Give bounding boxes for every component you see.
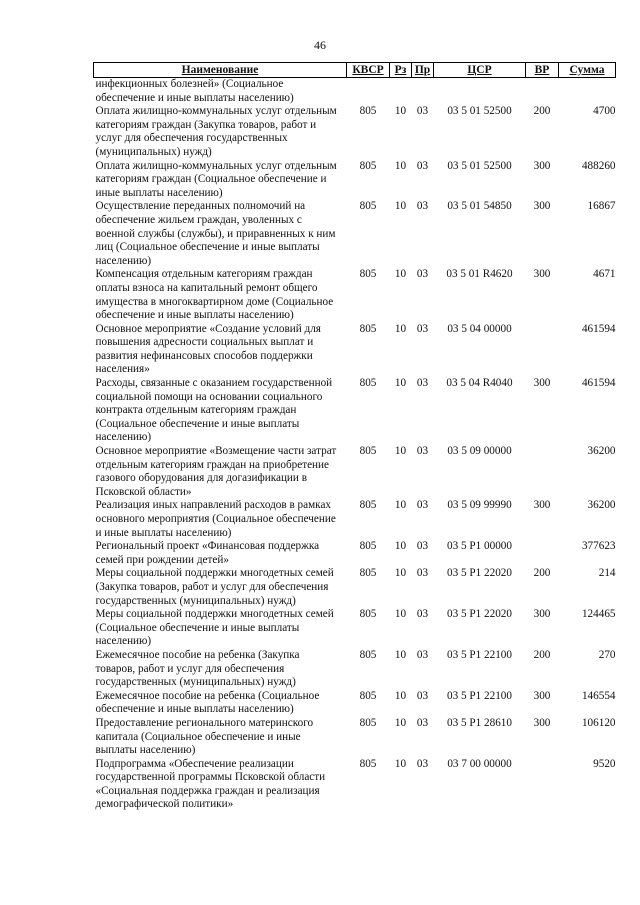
row-sum-cell: 36200 <box>587 499 616 512</box>
row-name-cell: Основное мероприятие «Возмещение части затрат отдельным категориям граждан на приобретение газового оборудования для догазификации в Псковской области» <box>95 445 337 498</box>
row-rz-cell: 10 <box>394 540 407 553</box>
row-rz-cell <box>390 78 412 106</box>
row-kvsr-cell: 805 <box>359 377 377 390</box>
table-row <box>94 540 616 567</box>
row-vr-cell: 300 <box>533 268 551 281</box>
row-pr-cell: 03 <box>416 757 429 770</box>
row-name-cell: Ежемесячное пособие на ребенка (Социальное обеспечение и иные выплаты населению) <box>95 689 320 716</box>
row-vr-cell: 200 <box>533 567 551 580</box>
row-pr-cell: 03 <box>416 322 429 335</box>
row-csr-cell: 03 5 01 52500 <box>447 159 512 172</box>
table-header-row <box>94 63 616 78</box>
row-pr-cell: 03 <box>416 200 429 213</box>
table-row <box>94 377 616 445</box>
row-rz-cell: 10 <box>394 322 407 335</box>
row-vr-cell: 300 <box>533 689 551 702</box>
row-name-cell: Подпрограмма «Обеспечение реализации государственной программы Псковской области «Социальная поддержка граждан и реализация демографической политики» <box>95 757 326 811</box>
row-vr-cell: 300 <box>533 499 551 512</box>
row-name-cell: Региональный проект «Финансовая поддержка семей при рождении детей» <box>95 540 320 566</box>
table-row <box>94 105 616 159</box>
table-row <box>94 758 616 812</box>
row-sum-cell: 377623 <box>581 540 616 553</box>
row-kvsr-cell: 805 <box>359 499 377 512</box>
table-row <box>94 445 616 499</box>
row-vr-cell <box>526 445 559 499</box>
row-csr-cell: 03 5 P1 22100 <box>447 648 512 661</box>
table-row <box>94 608 616 649</box>
row-csr-cell: 03 7 00 00000 <box>447 757 512 770</box>
row-pr-cell: 03 <box>416 648 429 661</box>
header-csr: ЦСР <box>434 63 526 78</box>
row-sum-cell: 124465 <box>581 608 616 621</box>
row-kvsr-cell: 805 <box>359 716 377 729</box>
header-kvsr: КВСР <box>347 63 390 78</box>
table-row <box>94 717 616 758</box>
header-rz: Рз <box>390 63 412 78</box>
row-vr-cell: 300 <box>533 716 551 729</box>
table-row <box>94 499 616 540</box>
row-kvsr-cell: 805 <box>359 268 377 281</box>
row-name-cell: Основное мероприятие «Создание условий для повышения адресности социальных выплат и развития нефинансовых способов поддержки населения» <box>95 322 321 376</box>
row-csr-cell: 03 5 09 00000 <box>447 445 512 458</box>
row-pr-cell <box>412 78 434 106</box>
row-name-cell: Оплата жилищно-коммунальных услуг отдельным категориям граждан (Социальное обеспечение и иные выплаты населению) <box>95 159 337 199</box>
table-row <box>94 268 616 322</box>
row-vr-cell: 300 <box>533 377 551 390</box>
table-row <box>94 323 616 377</box>
row-vr-cell <box>526 78 559 106</box>
row-csr-cell: 03 5 01 52500 <box>447 105 512 118</box>
row-kvsr-cell: 805 <box>359 540 377 553</box>
row-name-cell: Оплата жилищно-коммунальных услуг отдельным категориям граждан (Закупка товаров, работ и услуг для обеспечения государственных (муниципальных) нужд) <box>95 105 337 158</box>
row-kvsr-cell: 805 <box>359 200 377 213</box>
row-kvsr-cell: 805 <box>359 159 377 172</box>
row-sum-cell: 16867 <box>587 200 616 213</box>
row-name-cell: Предоставление регионального материнского капитала (Социальное обеспечение и иные выплаты населению) <box>95 716 314 757</box>
row-csr-cell: 03 5 01 R4620 <box>446 268 513 281</box>
row-sum-cell: 9520 <box>593 757 616 770</box>
row-rz-cell: 10 <box>394 445 407 458</box>
row-vr-cell: 200 <box>533 648 551 661</box>
row-vr-cell <box>526 758 559 812</box>
row-rz-cell: 10 <box>394 716 407 729</box>
row-name-cell: Меры социальной поддержки многодетных семей (Закупка товаров, работ и услуг для обеспечения государственных (муниципальных) нужд) <box>95 567 334 607</box>
table-row <box>94 160 616 201</box>
row-rz-cell: 10 <box>394 648 407 661</box>
row-rz-cell: 10 <box>394 757 407 770</box>
row-pr-cell: 03 <box>416 105 429 118</box>
row-name-cell: Компенсация отдельным категориям граждан оплаты взноса на капитальный ремонт общего имущества в многоквартирном доме (Социальное обеспечение и иные выплаты населению) <box>95 268 334 322</box>
row-name-cell: инфекционных болезней» (Социальное обеспечение и иные выплаты населению) <box>95 78 294 104</box>
row-vr-cell: 300 <box>533 200 551 213</box>
row-sum-cell: 461594 <box>581 377 616 390</box>
row-vr-cell: 300 <box>533 608 551 621</box>
header-vr: ВР <box>526 63 559 78</box>
row-name-cell: Меры социальной поддержки многодетных семей (Социальное обеспечение и иные выплаты населению) <box>95 608 334 648</box>
row-kvsr-cell: 805 <box>359 689 377 702</box>
row-pr-cell: 03 <box>416 499 429 512</box>
row-pr-cell: 03 <box>416 268 429 281</box>
row-name-cell: Ежемесячное пособие на ребенка (Закупка товаров, работ и услуг для обеспечения государственных (муниципальных) нужд) <box>95 648 300 689</box>
row-vr-cell <box>526 540 559 567</box>
row-rz-cell: 10 <box>394 689 407 702</box>
row-kvsr-cell: 805 <box>359 322 377 335</box>
row-sum-cell: 4671 <box>593 268 616 281</box>
row-sum-cell: 4700 <box>593 105 616 118</box>
row-vr-cell <box>526 323 559 377</box>
row-sum-cell: 36200 <box>587 445 616 458</box>
row-kvsr-cell <box>347 78 390 106</box>
row-rz-cell: 10 <box>394 377 407 390</box>
row-kvsr-cell: 805 <box>359 105 377 118</box>
row-sum-cell: 214 <box>598 567 616 580</box>
row-csr-cell: 03 5 P1 00000 <box>447 540 512 553</box>
row-csr-cell: 03 5 P1 22100 <box>447 689 512 702</box>
header-pr: Пр <box>412 63 434 78</box>
row-pr-cell: 03 <box>416 445 429 458</box>
row-rz-cell: 10 <box>394 499 407 512</box>
header-name: Наименование <box>94 63 347 78</box>
row-rz-cell: 10 <box>394 200 407 213</box>
row-pr-cell: 03 <box>416 159 429 172</box>
row-csr-cell: 03 5 09 99990 <box>447 499 512 512</box>
row-rz-cell: 10 <box>394 159 407 172</box>
row-sum-cell <box>559 78 616 106</box>
table-row <box>94 200 616 268</box>
table-row <box>94 567 616 608</box>
row-name-cell: Осуществление переданных полномочий на обеспечение жильем граждан, уволенных с военной службы (службы), и приравненных к ним лиц (Социальное обеспечение и иные выплаты населению) <box>95 200 336 267</box>
row-kvsr-cell: 805 <box>359 445 377 458</box>
row-sum-cell: 461594 <box>581 322 616 335</box>
row-vr-cell: 300 <box>533 159 551 172</box>
row-rz-cell: 10 <box>394 608 407 621</box>
row-sum-cell: 270 <box>598 648 616 661</box>
row-csr-cell: 03 5 P1 28610 <box>447 716 512 729</box>
row-rz-cell: 10 <box>394 268 407 281</box>
row-sum-cell: 146554 <box>581 689 616 702</box>
row-name-cell: Реализация иных направлений расходов в рамках основного мероприятия (Социальное обеспечение и иные выплаты населению) <box>95 499 336 539</box>
row-rz-cell: 10 <box>394 567 407 580</box>
row-pr-cell: 03 <box>416 689 429 702</box>
row-csr-cell <box>434 78 526 106</box>
page-number: 46 <box>314 38 326 52</box>
row-rz-cell: 10 <box>394 105 407 118</box>
row-vr-cell: 200 <box>533 105 551 118</box>
row-csr-cell: 03 5 04 R4040 <box>446 377 513 390</box>
row-pr-cell: 03 <box>416 716 429 729</box>
row-pr-cell: 03 <box>416 377 429 390</box>
row-csr-cell: 03 5 P1 22020 <box>447 567 512 580</box>
row-kvsr-cell: 805 <box>359 757 377 770</box>
row-kvsr-cell: 805 <box>359 648 377 661</box>
table-row <box>94 78 616 106</box>
row-pr-cell: 03 <box>416 608 429 621</box>
row-csr-cell: 03 5 04 00000 <box>447 322 512 335</box>
row-csr-cell: 03 5 P1 22020 <box>447 608 512 621</box>
table-row <box>94 649 616 690</box>
table-row <box>94 690 616 717</box>
row-pr-cell: 03 <box>416 540 429 553</box>
row-pr-cell: 03 <box>416 567 429 580</box>
budget-table <box>93 62 616 812</box>
row-kvsr-cell: 805 <box>359 567 377 580</box>
row-sum-cell: 106120 <box>581 716 616 729</box>
table-body <box>94 78 616 813</box>
row-kvsr-cell: 805 <box>359 608 377 621</box>
row-sum-cell: 488260 <box>581 159 616 172</box>
header-sum: Сумма <box>559 63 616 78</box>
row-csr-cell: 03 5 01 54850 <box>447 200 512 213</box>
row-name-cell: Расходы, связанные с оказанием государственной социальной помощи на основании социального контракта отдельным категориям граждан (Социальное обеспечение и иные выплаты населению) <box>95 377 333 444</box>
